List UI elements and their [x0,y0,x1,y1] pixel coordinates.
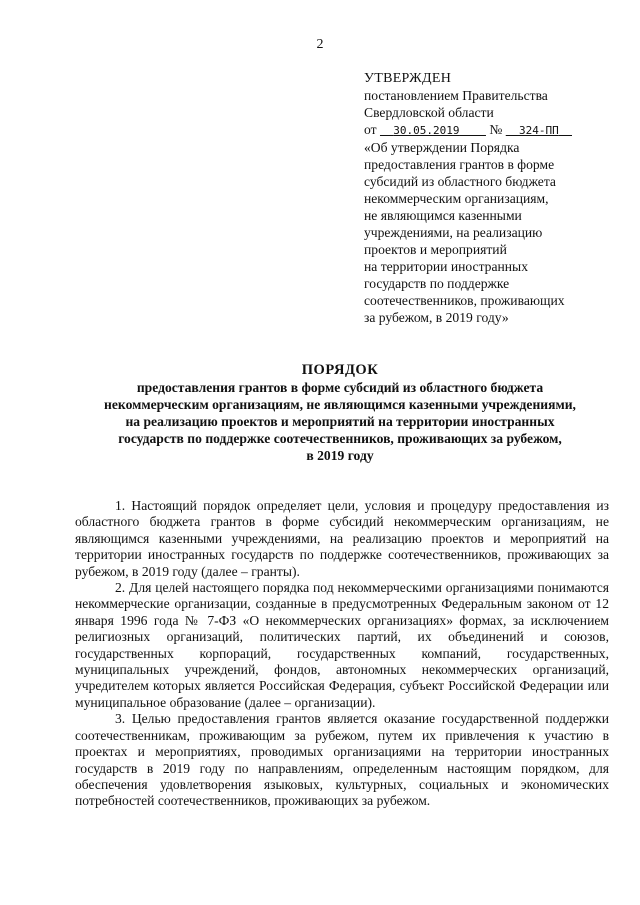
approval-date: 30.05.2019 [393,124,460,137]
title-line: государств по поддержке соотечественников, проживающих за рубежом, [118,431,562,446]
title-line: в 2019 году [306,448,374,463]
subject-line: соотечественников, проживающих [364,293,565,308]
page-number: 2 [316,37,324,52]
approval-number: 324-ПП [519,124,559,137]
subject-line: за рубежом, в 2019 году» [364,310,509,325]
subject-line: на территории иностранных [364,259,528,274]
title-main: ПОРЯДОК [301,362,379,378]
subject-line: проектов и мероприятий [364,242,507,257]
title-line: на реализацию проектов и мероприятий на территории иностранных [125,414,555,429]
subject-line: некоммерческим организациям, [364,191,549,206]
approval-heading: УТВЕРЖДЕН [364,71,452,86]
title-line: некоммерческим организациям, не являющимся казенными учреждениями, [104,397,576,412]
approval-line: постановлением Правительства [364,88,548,103]
approval-block [364,70,634,326]
date-prefix: от [364,122,377,137]
subject-line: «Об утверждении Порядка [364,140,520,155]
approval-line: Свердловской области [364,105,494,120]
subject-line: государств по поддержке [364,276,510,291]
number-prefix: № [489,122,503,137]
document-title [80,362,600,464]
subject-line: предоставления грантов в форме [364,157,555,172]
document-body [75,498,609,810]
paragraph-2: 2. Для целей настоящего порядка под некоммерческими организациями понимаются некоммерческие организации, созданные в предусмотренных Федеральным законом от 12 января 1996 года № 7-ФЗ «О некоммерческих организациях» формах, за исключением религиозных организаций, политических партий, их объединений и союзов, государственных корпораций, государственных компаний, государственных, муниципальных учреждений, фондов, автономных некоммерческих организаций, учредителем которых является Российская Федерация, субъект Российской Федерации или муниципальное образование (далее – организации). [75,580,609,710]
subject-line: не являющимся казенными [364,208,522,223]
approval-date-line [364,121,634,139]
subject-line: субсидий из областного бюджета [364,174,556,189]
paragraph-3: 3. Целью предоставления грантов является оказание государственной поддержки соотечественникам, проживающим за рубежом, путем их привлечения к участию в проектах и мероприятиях, проводимых организациями на территории иностранных государств в 2019 году по направлениям, определенным настоящим порядком, для обеспечения удовлетворения языковых, культурных, социальных и экономических потребностей соотечественников, проживающих за рубежом. [75,711,609,809]
title-line: предоставления грантов в форме субсидий из областного бюджета [136,380,544,395]
subject-line: учреждениями, на реализацию [364,225,543,240]
paragraph-1: 1. Настоящий порядок определяет цели, условия и процедуру предоставления из областного бюджета грантов в форме субсидий некоммерческим организациям, не являющимся казенными учреждениями, на реализацию проектов и мероприятий на территории иностранных государств по поддержке соотечественников, проживающих за рубежом, в 2019 году (далее – гранты). [75,498,609,579]
